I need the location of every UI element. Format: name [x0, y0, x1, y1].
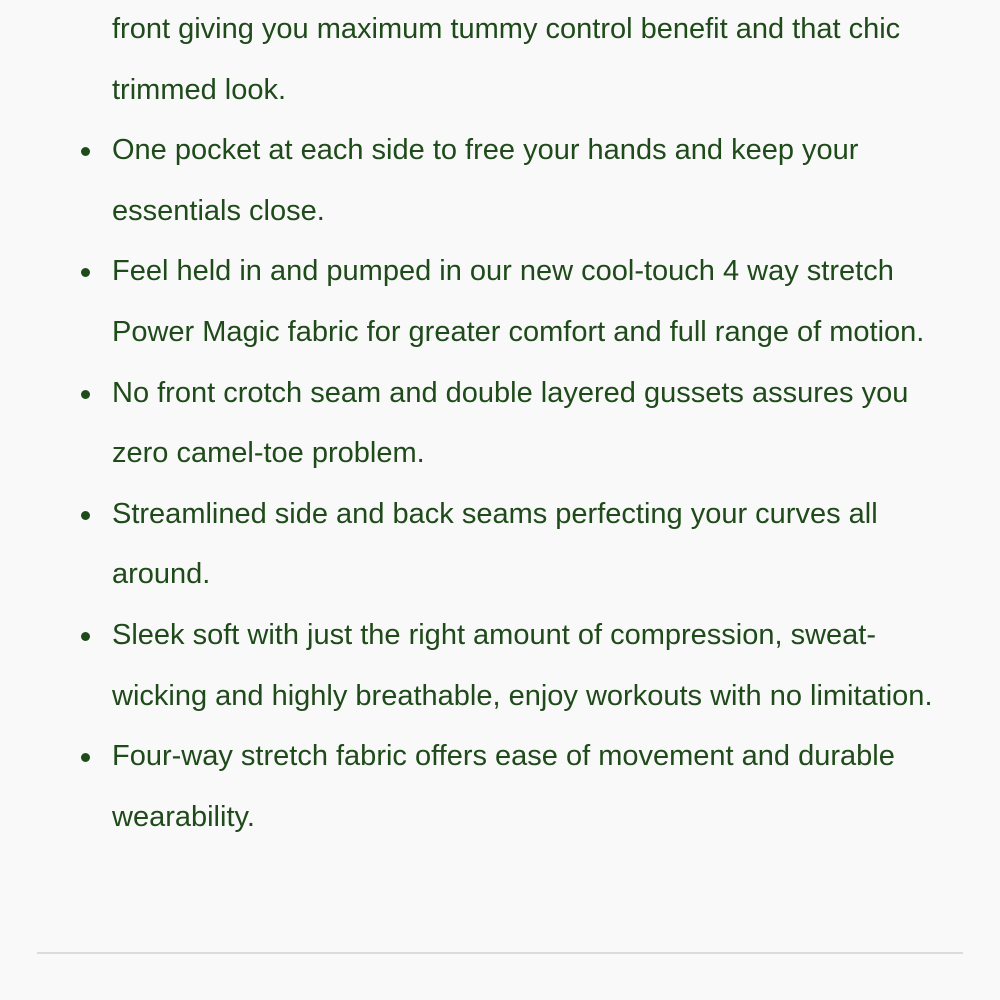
bullet-icon: [81, 390, 90, 399]
bullet-icon: [81, 753, 90, 762]
list-item-text: Four-way stretch fabric offers ease of movement and durable wearability.: [112, 740, 895, 833]
list-item-text: One pocket at each side to free your hands and keep your essentials close.: [112, 134, 859, 227]
list-item-text: Sleek soft with just the right amount of compression, sweat-wicking and highly breathable, enjoy workouts with no limitation.: [112, 618, 933, 712]
list-item: [0, 605, 1000, 726]
list-item: [0, 363, 1000, 484]
list-item: [0, 120, 1000, 241]
list-item-text: Streamlined side and back seams perfecting your curves all around.: [112, 497, 878, 591]
bullet-icon: [81, 511, 90, 520]
bullet-icon: [81, 268, 90, 277]
list-item: [0, 241, 1000, 362]
bullet-icon: [81, 147, 90, 156]
bullet-icon: [81, 632, 90, 641]
list-item: [0, 0, 1000, 120]
list-item: [0, 726, 1000, 847]
section-divider: [37, 952, 963, 954]
list-item-text: front giving you maximum tummy control benefit and that chic trimmed look.: [112, 13, 901, 106]
list-item-text: Feel held in and pumped in our new cool-touch 4 way stretch Power Magic fabric for greater comfort and full range of motion.: [112, 255, 925, 348]
list-item: [0, 484, 1000, 605]
list-item-text: No front crotch seam and double layered gussets assures you zero camel-toe problem.: [112, 376, 909, 470]
